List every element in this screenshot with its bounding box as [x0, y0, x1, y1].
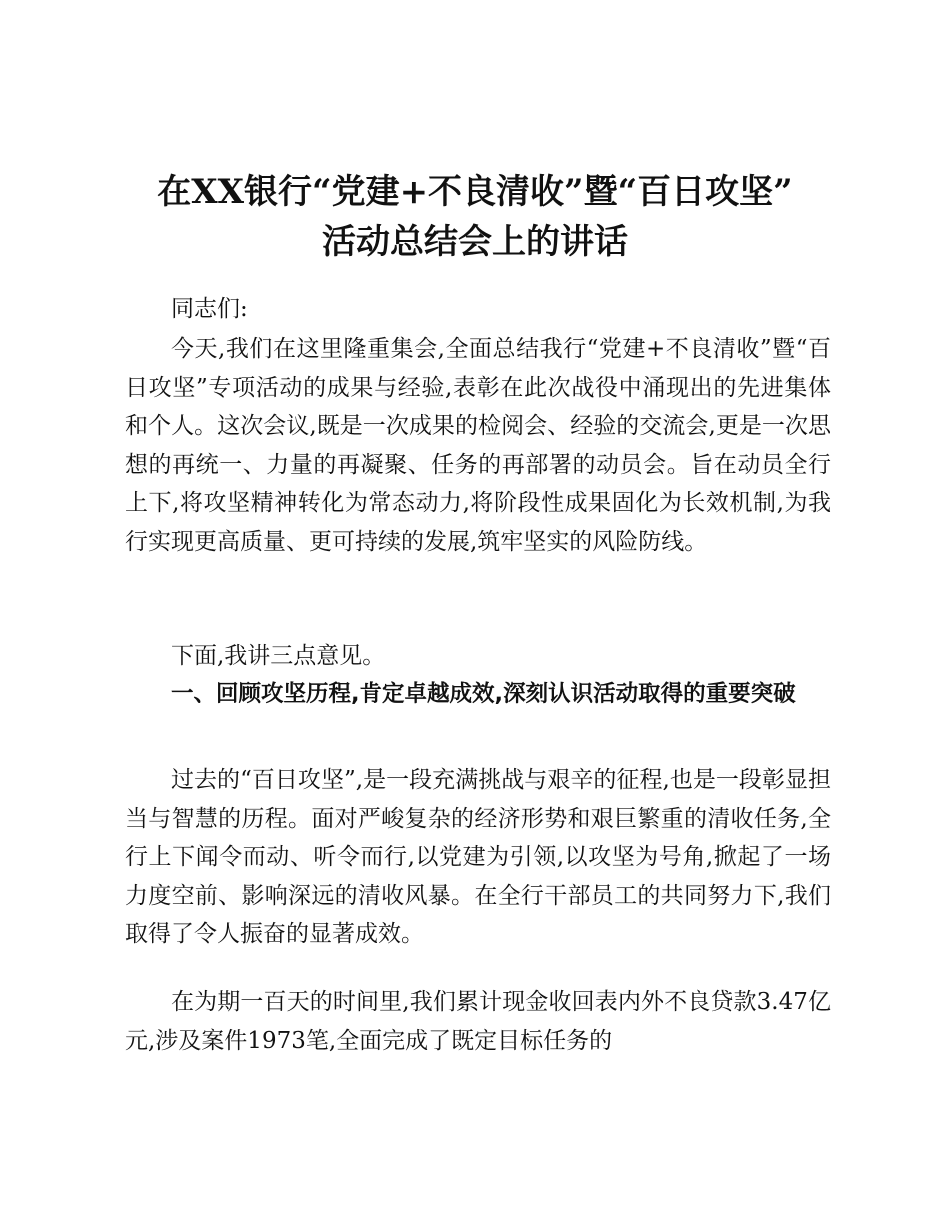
section-1-paragraph-2: 在为期一百天的时间里,我们累计现金收回表内外不良贷款3.47亿元,涉及案件1973笔,全面完成了既定目标任务的	[125, 989, 831, 1054]
document-title-line-2: 活动总结会上的讲话	[322, 222, 628, 262]
section-1-paragraph-1: 过去的“百日攻坚”,是一段充满挑战与艰辛的征程,也是一段彰显担当与智慧的历程。面对严峻复杂的经济形势和艰巨繁重的清收任务,全行上下闻令而动、听令而行,以党建为引领,以攻坚为号角,掀起了一场力度空前、影响深远的清收风暴。在全行干部员工的共同努力下,我们取得了令人振奋的显著成效。	[125, 767, 831, 947]
document-title-line-1: 在XX银行“党建+不良清收”暨“百日攻坚”	[157, 172, 793, 212]
section-1-heading: 一、回顾攻坚历程,肯定卓越成效,深刻认识活动取得的重要突破	[171, 681, 796, 707]
transition-paragraph: 下面,我讲三点意见。	[171, 643, 386, 669]
greeting: 同志们:	[171, 296, 248, 322]
intro-paragraph: 今天,我们在这里隆重集会,全面总结我行“党建+不良清收”暨“百日攻坚”专项活动的成果与经验,表彰在此次战役中涌现出的先进集体和个人。这次会议,既是一次成果的检阅会、经验的交流会,更是一次思想的再统一、力量的再凝聚、任务的再部署的动员会。旨在动员全行上下,将攻坚精神转化为常态动力,将阶段性成果固化为长效机制,为我行实现更高质量、更可持续的发展,筑牢坚实的风险防线。	[125, 336, 831, 555]
